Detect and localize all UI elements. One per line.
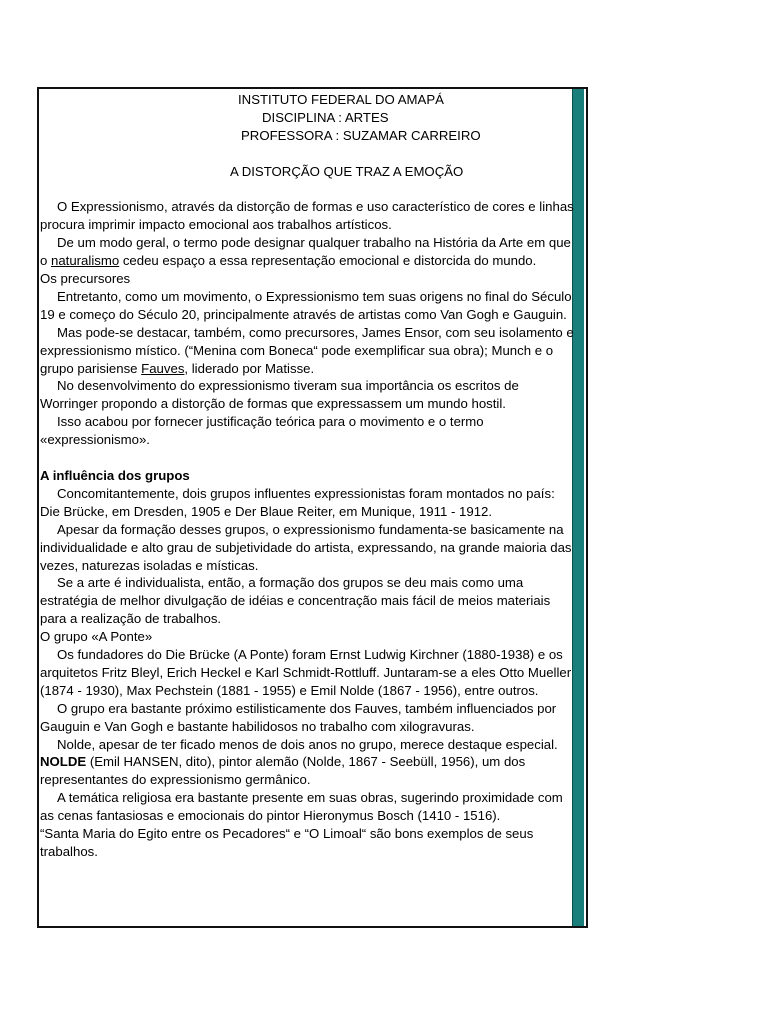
section-heading: A influência dos grupos <box>40 467 190 483</box>
paragraph: Se a arte é individualista, então, a formação dos grupos se deu mais como uma estratégia de melhor divulgação de idéias e concentração mais fácil de meios materiais para a realização de trabalhos. <box>40 575 551 627</box>
paragraph: Os fundadores do Die Brücke (A Ponte) foram Ernst Ludwig Kirchner (1880-1938) e os arquitetos Fritz Bleyl, Erich Heckel e Karl Schmidt-Rottluff. Juntaram-se a eles Otto Mueller (1874 - 1930), Max Pechstein (1881 - 1955) e Emil Nolde (1867 - 1956), entre outros. <box>40 647 572 698</box>
fauves-link[interactable]: Fauves <box>141 360 185 376</box>
document-title: A DISTORÇÃO QUE TRAZ A EMOÇÃO <box>230 163 464 179</box>
paragraph: Apesar da formação desses grupos, o expressionismo fundamenta-se basicamente na individualidade e alto grau de subjetividade do artista, expressando, na grande maioria das vezes, naturezas isoladas e místicas. <box>40 521 572 573</box>
section-heading: Os precursores <box>40 271 131 287</box>
teacher-line: PROFESSORA : SUZAMAR CARREIRO <box>241 127 481 143</box>
institution-line: INSTITUTO FEDERAL DO AMAPÁ <box>238 92 444 107</box>
paragraph: Nolde, apesar de ter ficado menos de dois anos no grupo, merece destaque especial. <box>57 736 558 752</box>
paragraph: “Santa Maria do Egito entre os Pecadores“ e “O Limoal“ são bons exemplos de seus trabalhos. <box>40 826 534 860</box>
document-body <box>40 91 575 861</box>
document-page <box>37 87 588 928</box>
paragraph: NOLDE (Emil HANSEN, dito), pintor alemão (Nolde, 1867 - Seebüll, 1956), um dos representantes do expressionismo germânico. <box>40 754 526 788</box>
paragraph: O Expressionismo, através da distorção de formas e uso característico de cores e linhas procura imprimir impacto emocional aos trabalhos artísticos. <box>40 199 574 233</box>
paragraph: Isso acabou por fornecer justificação teórica para o movimento e o termo «expressionismo». <box>40 414 484 448</box>
paragraph: Entretanto, como um movimento, o Expressionismo tem suas origens no final do Século 19 e começo do Século 20, principalmente através de artistas como Van Gogh e Gauguin. <box>40 288 572 322</box>
naturalismo-link[interactable]: naturalismo <box>51 253 120 269</box>
discipline-line: DISCIPLINA : ARTES <box>262 109 389 125</box>
section-heading: O grupo «A Ponte» <box>40 629 153 645</box>
paragraph: De um modo geral, o termo pode designar qualquer trabalho na História da Arte em que o naturalismo cedeu espaço a essa representação emocional e distorcida do mundo. <box>40 235 571 269</box>
paragraph: O grupo era bastante próximo estilisticamente dos Fauves, também influenciados por Gauguin e Van Gogh e bastante habilidosos no trabalho com xilogravuras. <box>40 700 557 734</box>
paragraph: No desenvolvimento do expressionismo tiveram sua importância os escritos de Worringer propondo a distorção de formas que expressassem um mundo hostil. <box>40 378 519 412</box>
paragraph: A temática religiosa era bastante presente em suas obras, sugerindo proximidade com as cenas fantasiosas e emocionais do pintor Hieronymus Bosch (1410 - 1516). <box>40 790 563 824</box>
paragraph: Mas pode-se destacar, também, como precursores, James Ensor, com seu isolamento e expressionismo místico. (“Menina com Boneca“ pode exemplificar sua obra); Munch e o grupo parisiense Fauves, liderado por Matisse. <box>40 324 574 376</box>
nolde-name: NOLDE <box>40 754 87 770</box>
paragraph: Concomitantemente, dois grupos influentes expressionistas foram montados no país: Die Brücke, em Dresden, 1905 e Der Blaue Reiter, em Munique, 1911 - 1912. <box>40 485 555 519</box>
